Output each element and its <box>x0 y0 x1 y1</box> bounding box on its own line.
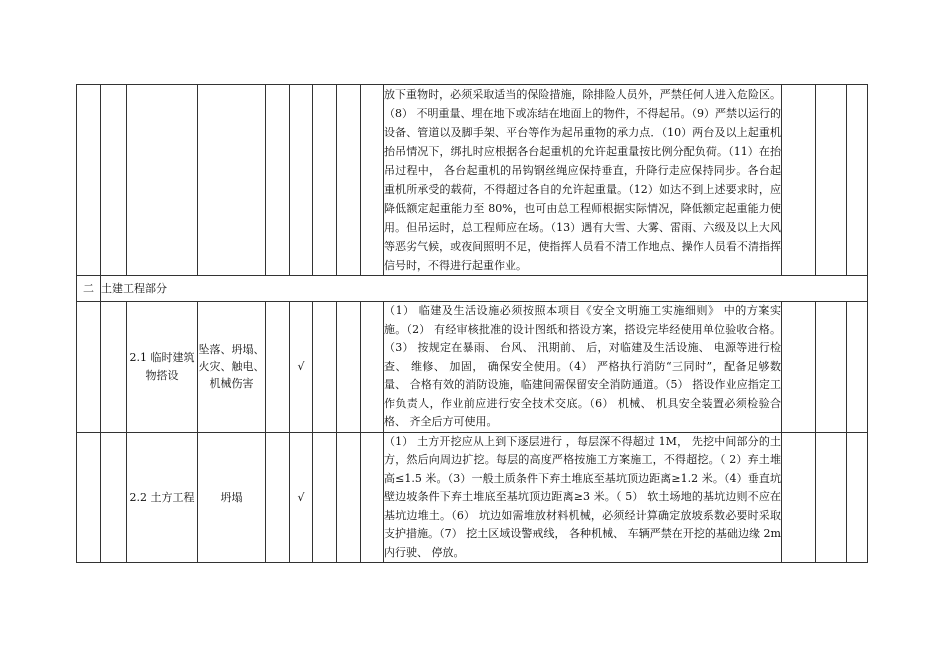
item-code: 2.1 临时建筑物搭设 <box>127 302 198 433</box>
table-cell <box>782 432 816 563</box>
table-cell <box>313 432 337 563</box>
table-cell <box>361 432 384 563</box>
table-cell <box>337 432 361 563</box>
table-cell <box>77 302 101 433</box>
table-cell <box>313 85 337 276</box>
table-cell <box>816 85 847 276</box>
safety-measures-cell: （1） 土方开挖应从上到下逐层进行 ，每层深不得超过 1M， 先挖中间部分的土方，然后向周边扩挖。每层的高度严格按施工方案施工，不得超挖。（ 2）弃土堆高≤1.5 米。（3）一般土质条件下弃土堆底至基坑顶边距离≥1.2 米。（4）垂直坑壁边坡条件下弃土堆底至基坑顶边距离≥3 米。（ 5） 软土场地的基坑边则不应在基坑边堆土。（6） 坑边如需堆放材料机械，必须经计算确定放坡系数必要时采取支护措施。（7） 挖土区域设警戒线， 各种机械、 车辆严禁在开挖的基础边缘 2m 内行驶、 停放。 <box>384 432 782 563</box>
table-cell <box>337 85 361 276</box>
item-code: 2.2 土方工程 <box>127 432 198 563</box>
table-cell <box>313 302 337 433</box>
table-cell <box>782 85 816 276</box>
section-header-row <box>77 276 868 302</box>
table-cell <box>266 432 290 563</box>
table-cell <box>198 85 266 276</box>
table-cell <box>361 85 384 276</box>
safety-measures-cell: （1） 临建及生活设施必须按照本项目《安全文明施工实施细则》 中的方案实施。（2） 有经审核批准的设计图纸和搭设方案，搭设完毕经使用单位验收合格。（3） 按规定在暴雨、 台风、 汛期前、 后，对临建及生活设施、 电源等进行检查、 维修、 加固， 确保安全使用。（4） 严格执行消防“三同时”，配备足够数量、 合格有效的消防设施，临建间需保留安全消防通道。（5） 搭设作业应指定工作负责人，作业前应进行安全技术交底。（6） 机械、 机具安全装置必须检验合格、 齐全后方可使用。 <box>384 302 782 433</box>
table-cell <box>290 85 313 276</box>
hazard-type: 坍塌 <box>198 432 266 563</box>
section-title: 土建工程部分 <box>101 276 868 302</box>
table-cell <box>266 85 290 276</box>
safety-measures-cell: 放下重物时，必须采取适当的保险措施，除排险人员外，严禁任何人进入危险区。（8） 不明重量、埋在地下或冻结在地面上的物件，不得起吊。（9）严禁以运行的设备、管道以及脚手架、平台等作为起吊重物的承力点．（10）两台及以上起重机抬吊情况下，绑扎时应根据各台起重机的允许起重量按比例分配负荷。（11）在抬吊过程中， 各台起重机的吊钩钢丝绳应保持垂直，升降行走应保持同步。各台起重机所承受的载荷，不得超过各自的允许起重量。（12）如达不到上述要求时，应降低额定起重能力至 80%，也可由总工程师根据实际情况，降低额定起重能力使用。但吊运时，总工程师应在场。（13）遇有大雪、大雾、雷雨、六级及以上大风等恶劣气候，或夜间照明不足，使指挥人员看不清工作地点、操作人员看不清指挥信号时，不得进行起重作业。 <box>384 85 782 276</box>
table-cell <box>847 302 868 433</box>
table-cell <box>361 302 384 433</box>
table-cell <box>847 432 868 563</box>
table-cell <box>782 302 816 433</box>
table-cell <box>847 85 868 276</box>
table-row <box>77 302 868 433</box>
check-mark: √ <box>290 432 313 563</box>
table-cell <box>101 432 127 563</box>
table-cell <box>816 302 847 433</box>
hazard-type: 坠落、坍塌、火灾、触电、机械伤害 <box>198 302 266 433</box>
table-cell <box>816 432 847 563</box>
table-cell <box>77 85 101 276</box>
table-row <box>77 432 868 563</box>
table-cell <box>101 302 127 433</box>
table-row <box>77 85 868 276</box>
table-cell <box>337 302 361 433</box>
check-mark: √ <box>290 302 313 433</box>
table-cell <box>77 432 101 563</box>
section-number: 二 <box>77 276 101 302</box>
table-cell <box>266 302 290 433</box>
table-cell <box>101 85 127 276</box>
table-cell <box>127 85 198 276</box>
risk-measure-table <box>76 84 868 563</box>
